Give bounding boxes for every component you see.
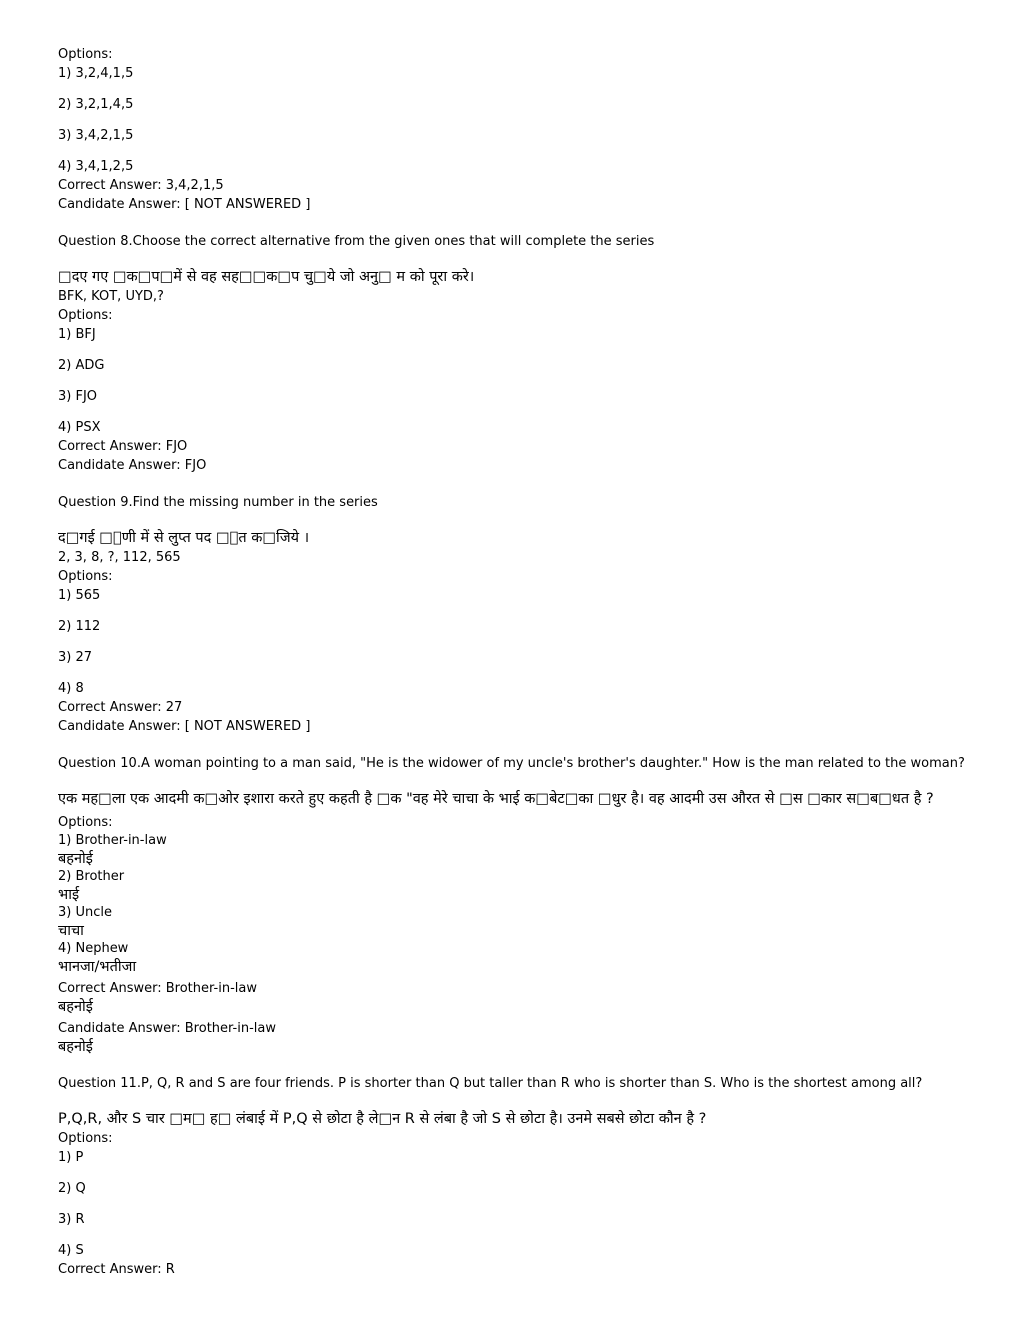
option-4: 4) S	[58, 1243, 84, 1258]
question-title: Question 8.Choose the correct alternative from the given ones that will complete the series	[58, 234, 655, 249]
question-title: Question 11.P, Q, R and S are four friends. P is shorter than Q but taller than R who is shorter than S. Who is the shortest among all?	[58, 1076, 923, 1091]
candidate-answer: Candidate Answer: Brother-in-law	[58, 1021, 276, 1036]
option-4: 4) 3,4,1,2,5	[58, 159, 134, 174]
correct-answer: Correct Answer: 27	[58, 700, 183, 715]
question-text-hindi: एक मह□ला एक आदमी क□ओर इशारा करते हुए कहती है □क "वह मेरे चाचा के भाई क□बेट□का □धुर है। वह आदमी उस औरत से □स □कार स□ब□धत है ?	[58, 791, 934, 807]
question-8-block	[58, 232, 1004, 475]
question-11-block	[58, 1074, 1004, 1279]
options-heading: Options:	[58, 47, 113, 62]
candidate-answer-hindi: बहनोई	[58, 1039, 93, 1055]
question-title: Question 10.A woman pointing to a man said, "He is the widower of my uncle's brother's daughter." How is the man related to the woman?	[58, 756, 965, 771]
option-4: 4) PSX	[58, 420, 101, 435]
option-3-hi: चाचा	[58, 923, 84, 939]
question-title: Question 9.Find the missing number in the series	[58, 495, 378, 510]
series-text: BFK, KOT, UYD,?	[58, 289, 164, 304]
options-heading: Options:	[58, 308, 113, 323]
option-2: 2) 112	[58, 619, 101, 634]
candidate-answer: Candidate Answer: [ NOT ANSWERED ]	[58, 719, 311, 734]
option-2-hi: भाई	[58, 887, 80, 903]
candidate-answer: Candidate Answer: [ NOT ANSWERED ]	[58, 197, 311, 212]
option-4-en: 4) Nephew	[58, 941, 129, 956]
option-3: 3) 27	[58, 650, 93, 665]
question-10-block	[58, 754, 1004, 1056]
question-7-options-block	[58, 45, 1004, 214]
correct-answer: Correct Answer: FJO	[58, 439, 188, 454]
options-heading: Options:	[58, 815, 113, 830]
correct-answer: Correct Answer: 3,4,2,1,5	[58, 178, 224, 193]
option-4-hi: भानजा/भतीजा	[58, 959, 137, 975]
option-2: 2) Q	[58, 1181, 86, 1196]
option-1: 1) P	[58, 1150, 84, 1165]
option-2-en: 2) Brother	[58, 869, 125, 884]
option-1: 1) 565	[58, 588, 101, 603]
option-3: 3) FJO	[58, 389, 98, 404]
option-2: 2) 3,2,1,4,5	[58, 97, 134, 112]
options-heading: Options:	[58, 569, 113, 584]
option-4: 4) 8	[58, 681, 84, 696]
series-text: 2, 3, 8, ?, 112, 565	[58, 550, 181, 565]
option-3: 3) 3,4,2,1,5	[58, 128, 134, 143]
options-heading: Options:	[58, 1131, 113, 1146]
candidate-answer: Candidate Answer: FJO	[58, 458, 207, 473]
option-1-hi: बहनोई	[58, 851, 93, 867]
option-3: 3) R	[58, 1212, 85, 1227]
option-1: 1) BFJ	[58, 327, 96, 342]
option-1-en: 1) Brother-in-law	[58, 833, 167, 848]
option-1: 1) 3,2,4,1,5	[58, 66, 134, 81]
correct-answer: Correct Answer: Brother-in-law	[58, 981, 257, 996]
option-3-en: 3) Uncle	[58, 905, 112, 920]
question-text-hindi: द□गई □ेणी में से लुप्त पद □ात क□जिये ।	[58, 530, 310, 546]
question-9-block	[58, 493, 1004, 736]
question-text-hindi: □दए गए □क□प□में से वह सह□□क□प चु□ये जो अनु□ म को पूरा करे।	[58, 269, 475, 285]
correct-answer-hindi: बहनोई	[58, 999, 93, 1015]
question-text-hindi: P,Q,R, और S चार □म□ ह□ लंबाई में P,Q से छोटा है ले□न R से लंबा है जो S से छोटा है। उनमे सबसे छोटा कौन है ?	[58, 1111, 707, 1127]
option-2: 2) ADG	[58, 358, 105, 373]
correct-answer: Correct Answer: R	[58, 1262, 175, 1277]
